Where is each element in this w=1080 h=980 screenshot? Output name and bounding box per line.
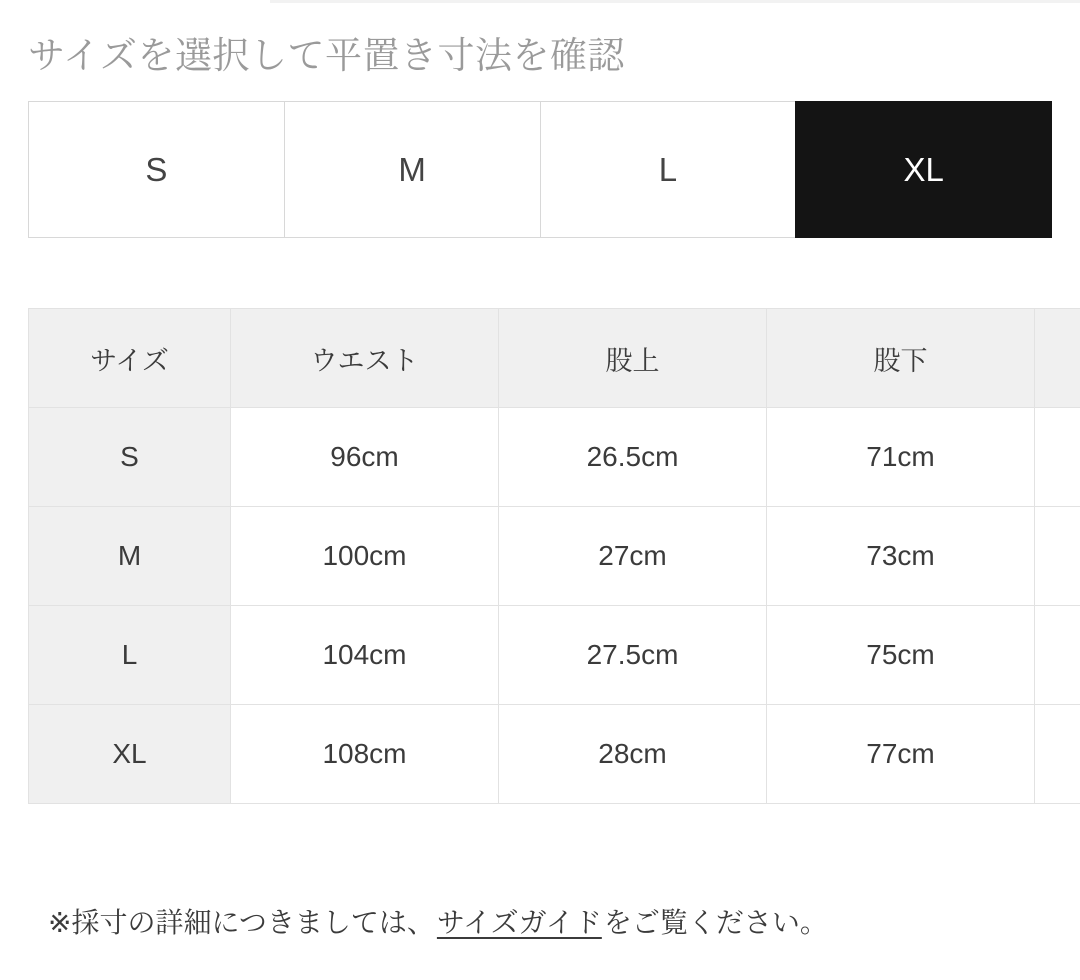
table-row [29, 507, 1080, 606]
cell-clipped [1035, 408, 1080, 507]
column-header-clipped [1035, 309, 1080, 408]
footnote-prefix: ※採寸の詳細につきましては、 [48, 907, 435, 938]
table-row [29, 606, 1080, 705]
size-option-xl[interactable]: XL [795, 101, 1052, 238]
cell-size: L [29, 606, 231, 705]
cell-waist: 104cm [231, 606, 499, 705]
cell-size: S [29, 408, 231, 507]
cell-waist: 96cm [231, 408, 499, 507]
top-divider [270, 0, 1080, 3]
cell-rise: 27.5cm [499, 606, 767, 705]
cell-waist: 100cm [231, 507, 499, 606]
table-row [29, 408, 1080, 507]
cell-rise: 26.5cm [499, 408, 767, 507]
cell-size: M [29, 507, 231, 606]
size-option-m[interactable]: M [284, 101, 541, 238]
cell-rise: 28cm [499, 705, 767, 804]
table-row [29, 705, 1080, 804]
column-header-inseam: 股下 [767, 309, 1035, 408]
cell-clipped [1035, 705, 1080, 804]
cell-size: XL [29, 705, 231, 804]
size-guide-link[interactable]: サイズガイド [436, 907, 602, 938]
cell-inseam: 77cm [767, 705, 1035, 804]
cell-inseam: 75cm [767, 606, 1035, 705]
size-option-l[interactable]: L [540, 101, 797, 238]
cell-waist: 108cm [231, 705, 499, 804]
column-header-size: サイズ [29, 309, 231, 408]
column-header-rise: 股上 [499, 309, 767, 408]
measurement-table [28, 308, 1080, 804]
cell-inseam: 71cm [767, 408, 1035, 507]
cell-rise: 27cm [499, 507, 767, 606]
table-header-row [29, 309, 1080, 408]
column-header-waist: ウエスト [231, 309, 499, 408]
footnote [48, 903, 828, 943]
cell-clipped [1035, 507, 1080, 606]
page-title: サイズを選択して平置き寸法を確認 [28, 35, 626, 76]
cell-clipped [1035, 606, 1080, 705]
cell-inseam: 73cm [767, 507, 1035, 606]
size-option-s[interactable]: S [28, 101, 285, 238]
size-selector[interactable] [28, 101, 1052, 238]
footnote-suffix: をご覧ください。 [603, 907, 828, 938]
